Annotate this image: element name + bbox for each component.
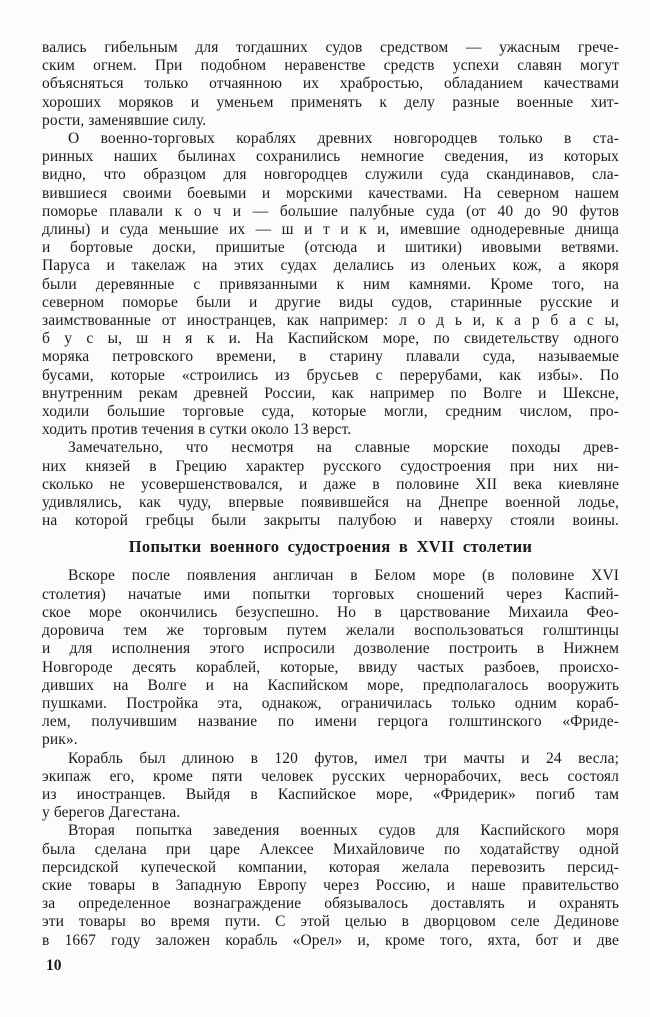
- text-line: доровича тем же торговым путем желали воспользоваться голштинцы: [42, 622, 619, 640]
- text-line: Паруса и такелаж на этих судах делались из оленьих кож, а якоря: [42, 257, 619, 275]
- paragraph: [42, 822, 619, 949]
- text-line: ским огнем. При подобном неравенстве средств успехи славян могут: [42, 57, 619, 75]
- text-line: вались гибельным для тогдашних судов средством — ужасным грече-: [42, 39, 619, 56]
- text-line: Вторая попытка заведения военных судов для Каспийского моря: [68, 822, 619, 840]
- text-line: объясняться только отчаянною их храбростью, обладанием качествами: [42, 75, 619, 93]
- text-line: из иностранцев. Выйдя в Каспийское море, «Фридерик» погиб там: [42, 785, 619, 803]
- text-line: Корабль был длиною в 120 футов, имел три мачты и 24 весла;: [68, 749, 619, 767]
- text-line: ходили большие торговые суда, которые могли, средним числом, про-: [42, 403, 619, 421]
- section-heading: Попытки военного судостроения в XVII столетии: [128, 537, 533, 557]
- text-line: Новгороде десять кораблей, которые, ввиду частых разбоев, происхо-: [42, 658, 619, 676]
- text-line: них князей в Грецию характер русского судостроения при них ни-: [42, 457, 619, 475]
- text-line: ские товары в Западную Европу через Россию, и наше правительство: [42, 876, 619, 894]
- text-line: на которой гребцы были закрыты палубою и наверху стояли воины.: [42, 512, 619, 530]
- text-line: лем, получившим название по имени герцога голштинского «Фриде-: [42, 713, 619, 731]
- text-line: за определенное вознаграждение обязывалось доставлять и охранять: [42, 895, 619, 913]
- text-line: была сделана при царе Алексее Михайловиче по ходатайству одной: [42, 840, 619, 858]
- text-line: ходить против течения в сутки около 13 верст.: [42, 421, 352, 439]
- text-line: экипаж его, кроме пяти человек русских чернорабочих, весь состоял: [42, 767, 619, 785]
- paragraph: [42, 750, 619, 823]
- text-line: столетия) начатые ими попытки торговых сношений через Каспий-: [42, 585, 619, 603]
- text-line: вившиеся своими боевыми и морскими качествами. На северном нашем: [42, 184, 619, 202]
- text-line: внутренним рекам древней России, как например по Волге и Шексне,: [42, 384, 619, 402]
- text-line: моряка петровского времени, в старину плавали суда, называемые: [42, 348, 619, 366]
- text-line: северном поморье были и другие виды судов, старинные русские и: [42, 293, 619, 311]
- text-line: эти товары во время пути. С этой целью в дворцовом селе Дединове: [42, 913, 619, 931]
- text-line: сколько не усовершенствовался, и даже в половине XII века киевляне: [42, 475, 619, 493]
- text-line: Замечательно, что несмотря на славные морские походы древ-: [68, 439, 619, 457]
- text-line: видно, что образцом для новгородцев служили суда скандинавов, сла-: [42, 166, 619, 184]
- text-line: ское море окончились безуспешно. Но в царствование Михаила Фео-: [42, 603, 619, 621]
- page-number: 10: [46, 957, 62, 974]
- text-line: были деревянные с привязанными к ним камнями. Кроме того, на: [42, 275, 619, 293]
- text-line: поморье плавали к о ч и — большие палубные суда (от 40 до 90 футов: [42, 202, 619, 220]
- text-line: б у с ы, ш н я к и. На Каспийском море, по свидетельству одного: [42, 330, 619, 348]
- text-line: ринных наших былинах сохранились немногие сведения, из которых: [42, 148, 619, 166]
- text-line: хороших моряков и уменьем применять к делу разные военные хит-: [42, 93, 619, 111]
- paragraph: [42, 439, 619, 530]
- text-line: О военно-торговых кораблях древних новгородцев только в ста-: [68, 130, 619, 148]
- text-line: у берегов Дагестана.: [42, 804, 181, 822]
- text-line: удивлялись, как чуду, впервые появившейся на Днепре военной лодье,: [42, 494, 619, 512]
- text-line: рости, заменявшие силу.: [42, 111, 207, 129]
- text-line: длины) и суда меньшие их — ш и т и к и, имевшие однодеревные днища: [42, 221, 619, 239]
- text-line: персидской купеческой компании, которая желала перевозить персид-: [42, 858, 619, 876]
- text-line: рик».: [42, 731, 78, 749]
- paragraph: [42, 567, 619, 749]
- paragraph: [42, 130, 619, 439]
- text-line: Вскоре после появления англичан в Белом море (в половине XVI: [68, 567, 619, 585]
- paragraph: [42, 39, 619, 130]
- text-line: и для исполнения этого испросили дозволение построить в Нижнем: [42, 640, 619, 658]
- text-line: и бортовые доски, пришитые (отсюда и шитики) ивовыми ветвями.: [42, 239, 619, 257]
- text-line: пушками. Постройка эта, однакож, ограничилась только одним кораб-: [42, 694, 619, 712]
- text-line: в 1667 году заложен корабль «Орел» и, кроме того, яхта, бот и две: [42, 931, 619, 949]
- text-line: бусами, которые «строились из брусьев с перерубами, как избы». По: [42, 366, 619, 384]
- text-line: заимствованные от иностранцев, как например: л о д ь и, к а р б а с ы,: [42, 312, 619, 330]
- text-column: [42, 39, 619, 950]
- text-line: дивших на Волге и на Каспийском море, предполагалось вооружить: [42, 676, 619, 694]
